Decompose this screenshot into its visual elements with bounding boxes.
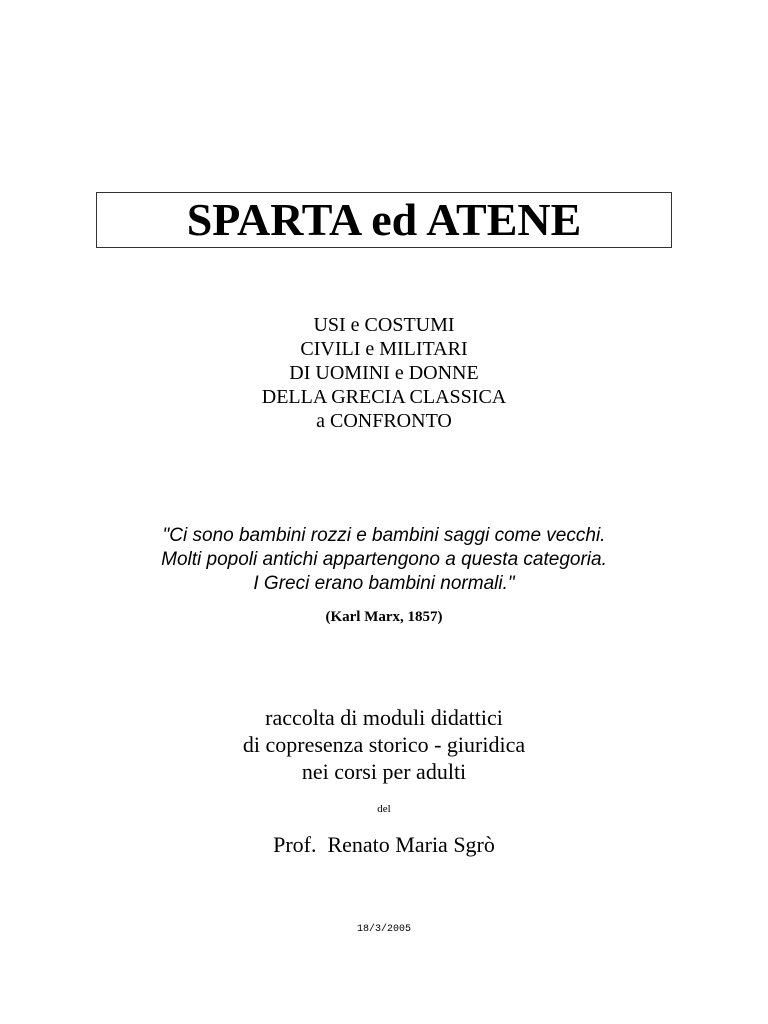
- subtitle-block: [0, 313, 768, 433]
- subtitle-line: a CONFRONTO: [316, 410, 452, 432]
- by-label: del: [377, 803, 391, 815]
- description-line: di copresenza storico - giuridica: [242, 732, 526, 757]
- quote-line: I Greci erano bambini normali.": [253, 573, 515, 594]
- epigraph-quote: [0, 524, 768, 596]
- document-title: SPARTA ed ATENE: [96, 192, 672, 248]
- subtitle-line: USI e COSTUMI: [313, 314, 455, 336]
- quote-citation: (Karl Marx, 1857): [325, 609, 443, 625]
- description-line: raccolta di moduli didattici: [265, 705, 503, 730]
- quote-line: "Ci sono bambini rozzi e bambini saggi come vecchi.: [162, 525, 606, 546]
- subtitle-line: DELLA GRECIA CLASSICA: [261, 386, 507, 408]
- author-name: Prof. Renato Maria Sgrò: [273, 832, 495, 857]
- quote-line: Molti popoli antichi appartengono a questa categoria.: [161, 549, 607, 570]
- description-line: nei corsi per adulti: [301, 759, 467, 784]
- subtitle-line: DI UOMINI e DONNE: [289, 362, 479, 384]
- document-date: 18/3/2005: [356, 924, 411, 935]
- description-block: [0, 704, 768, 785]
- subtitle-line: CIVILI e MILITARI: [300, 338, 468, 360]
